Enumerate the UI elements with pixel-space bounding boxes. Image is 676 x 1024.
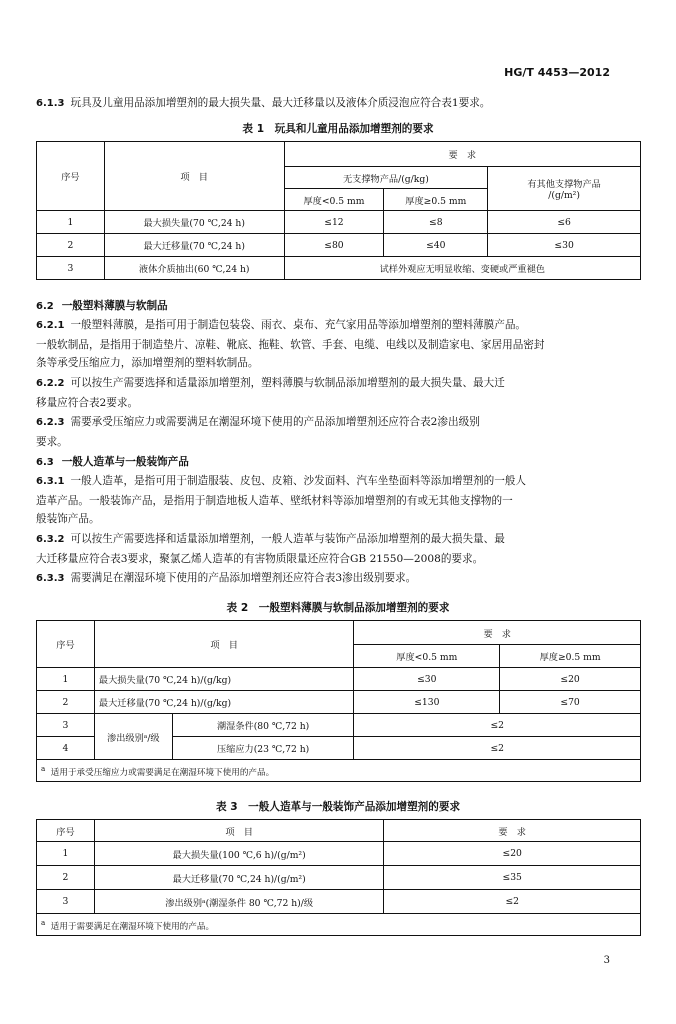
- cell: ≤30: [488, 234, 641, 257]
- section-title: 一般人造革与一般装饰产品: [61, 456, 189, 468]
- clause-number: 6.1.3: [36, 98, 65, 109]
- table-3-title: 表 3 一般人造革与一般装饰产品添加增塑剂的要求: [215, 801, 461, 813]
- cell: 最大损失量(70 ℃,24 h): [104, 211, 284, 234]
- table-header-item: 项 目: [94, 820, 384, 842]
- table-header-thin: 厚度<0.5 mm: [354, 645, 500, 668]
- clause-6-2-1: [36, 316, 640, 373]
- section-6-3-heading: [36, 454, 189, 469]
- cell: ≤20: [500, 668, 641, 691]
- section-number: 6.3: [36, 457, 54, 468]
- table-1: [36, 141, 641, 280]
- clause-6-2-3: [36, 413, 640, 451]
- table-2-title: 表 2 一般塑料薄膜与软制品添加增塑剂的要求: [226, 602, 450, 614]
- table-header-with-support: [488, 167, 641, 211]
- table-header-req: 要 求: [384, 820, 641, 842]
- cell: 1: [37, 842, 95, 866]
- cell: 最大损失量(70 ℃,24 h)/(g/kg): [94, 668, 354, 691]
- clause-number: 6.2.3: [36, 417, 65, 428]
- cell: 3: [37, 714, 95, 737]
- header-line: 有其他支撑物产品: [527, 179, 601, 190]
- document-code-header: HG/T 4453—2012: [504, 66, 610, 79]
- cell: 最大迁移量(70 ℃,24 h): [104, 234, 284, 257]
- table-footnote: [37, 760, 641, 782]
- cell: 潮湿条件(80 ℃,72 h): [172, 714, 354, 737]
- cell: 渗出级别ᵃ(潮湿条件 80 ℃,72 h)/级: [94, 890, 384, 914]
- cell: 1: [37, 668, 95, 691]
- cell: ≤2: [384, 890, 641, 914]
- clause-number: 6.3.1: [36, 476, 65, 487]
- cell: 最大损失量(100 ℃,6 h)/(g/m²): [94, 842, 384, 866]
- clause-line: 需要承受压缩应力或需要满足在潮湿环境下使用的产品添加增塑剂还应符合表2渗出级别: [70, 416, 480, 428]
- clause-line: 可以按生产需要选择和适量添加增塑剂，一般人造革与装饰产品添加增塑剂的最大损失量、最: [70, 533, 505, 545]
- table-row: [37, 211, 641, 234]
- page-number: 3: [603, 955, 610, 966]
- table-header-seq: 序号: [37, 621, 95, 668]
- cell: ≤80: [284, 234, 384, 257]
- table-row: [37, 866, 641, 890]
- clause-line: 一般软制品，是指用于制造垫片、凉鞋、靴底、拖鞋、软管、手套、电缆、电线以及制造家电、家居用品密封: [36, 338, 545, 351]
- footnote-mark: a: [41, 917, 46, 927]
- clause-6-3-2: [36, 530, 640, 568]
- table-row: [37, 714, 641, 737]
- footnote-text: 适用于承受压缩应力或需要满足在潮湿环境下使用的产品。: [50, 767, 275, 778]
- cell: ≤30: [354, 668, 500, 691]
- clause-6-3-3: [36, 569, 640, 589]
- clause-line: 要求。: [36, 435, 68, 448]
- table-header-seq: 序号: [37, 820, 95, 842]
- clause-line: 可以按生产需要选择和适量添加增塑剂，塑料薄膜与软制品添加增塑剂的最大损失量、最大迁: [70, 377, 505, 389]
- cell: 最大迁移量(70 ℃,24 h)/(g/m²): [94, 866, 384, 890]
- cell: 试样外观应无明显收缩、变硬或严重褪色: [284, 257, 640, 280]
- clause-text: 需要满足在潮湿环境下使用的产品添加增塑剂还应符合表3渗出级别要求。: [70, 572, 417, 584]
- table-header-thin: 厚度<0.5 mm: [284, 189, 384, 211]
- table-header-req: 要 求: [354, 621, 641, 645]
- table-row: [37, 257, 641, 280]
- clause-line: 般装饰产品。: [36, 513, 100, 526]
- clause-line: 移量应符合表2要求。: [36, 396, 139, 409]
- section-6-2-heading: [36, 298, 168, 313]
- clause-6-1-3: [36, 94, 640, 114]
- table-row: [37, 691, 641, 714]
- table-header-item: 项 目: [104, 142, 284, 211]
- header-line: /(g/m²): [548, 190, 580, 201]
- cell: 2: [37, 866, 95, 890]
- table-header-seq: 序号: [37, 142, 105, 211]
- clause-line: 大迁移量应符合表3要求，聚氯乙烯人造革的有害物质限量还应符合GB 21550—2008的要求。: [36, 552, 484, 565]
- clause-line: 造革产品。一般装饰产品，是指用于制造地板人造革、壁纸材料等添加增塑剂的有或无其他支撑物的一: [36, 494, 513, 507]
- clause-6-3-1: [36, 472, 640, 529]
- cell: ≤12: [284, 211, 384, 234]
- clause-6-2-2: [36, 374, 640, 412]
- clause-line: 一般人造革，是指可用于制造服装、皮包、皮箱、沙发面料、汽车坐垫面料等添加增塑剂的一般人: [70, 475, 527, 487]
- cell: ≤2: [354, 714, 641, 737]
- table-header-no-support: 无支撑物产品/(g/kg): [284, 167, 488, 189]
- clause-line: 条等承受压缩应力，添加增塑剂的塑料软制品。: [36, 357, 259, 370]
- clause-number: 6.2.1: [36, 320, 65, 331]
- table-header-thick: 厚度≥0.5 mm: [500, 645, 641, 668]
- table-header-thick: 厚度≥0.5 mm: [384, 189, 488, 211]
- table-row: [37, 668, 641, 691]
- cell: 4: [37, 737, 95, 760]
- cell-bleed-label: 渗出级别ᵃ/级: [94, 714, 172, 760]
- cell: ≤20: [384, 842, 641, 866]
- clause-number: 6.2.2: [36, 378, 65, 389]
- cell: 最大迁移量(70 ℃,24 h)/(g/kg): [94, 691, 354, 714]
- table-row: [37, 842, 641, 866]
- cell: ≤8: [384, 211, 488, 234]
- table-2: [36, 620, 641, 782]
- cell: ≤6: [488, 211, 641, 234]
- cell: 液体介质抽出(60 ℃,24 h): [104, 257, 284, 280]
- cell: 压缩应力(23 ℃,72 h): [172, 737, 354, 760]
- cell: ≤2: [354, 737, 641, 760]
- table-row: [37, 234, 641, 257]
- table-footnote-row: [37, 914, 641, 936]
- cell: 3: [37, 257, 105, 280]
- table-header-req: 要 求: [284, 142, 640, 167]
- clause-number: 6.3.2: [36, 534, 65, 545]
- table-3: [36, 819, 641, 936]
- cell: 2: [37, 691, 95, 714]
- footnote-mark: a: [41, 763, 46, 773]
- section-title: 一般塑料薄膜与软制品: [61, 300, 168, 312]
- cell: ≤35: [384, 866, 641, 890]
- table-row: [37, 890, 641, 914]
- cell: 1: [37, 211, 105, 234]
- table-footnote: [37, 914, 641, 936]
- clause-line: 一般塑料薄膜，是指可用于制造包装袋、雨衣、桌布、充气家用品等添加增塑剂的塑料薄膜产品。: [70, 319, 527, 331]
- cell: 3: [37, 890, 95, 914]
- table-1-title: 表 1 玩具和儿童用品添加增塑剂的要求: [242, 123, 434, 135]
- cell: ≤70: [500, 691, 641, 714]
- footnote-text: 适用于需要满足在潮湿环境下使用的产品。: [50, 921, 215, 932]
- cell: ≤130: [354, 691, 500, 714]
- table-header-item: 项 目: [94, 621, 354, 668]
- cell: ≤40: [384, 234, 488, 257]
- clause-number: 6.3.3: [36, 573, 65, 584]
- clause-text: 玩具及儿童用品添加增塑剂的最大损失量、最大迁移量以及液体介质浸泡应符合表1要求。: [70, 97, 491, 109]
- cell: 2: [37, 234, 105, 257]
- section-number: 6.2: [36, 301, 54, 312]
- table-footnote-row: [37, 760, 641, 782]
